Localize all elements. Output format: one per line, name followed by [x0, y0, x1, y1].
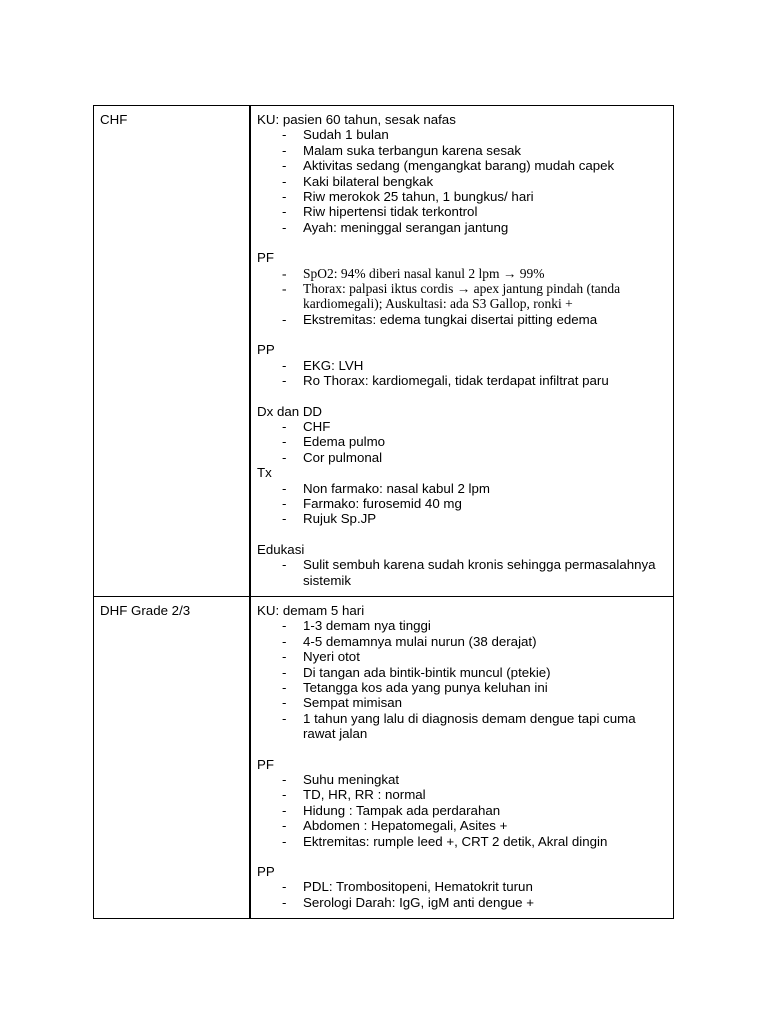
- section-heading: PF: [257, 756, 274, 772]
- bullet-item: - 1-3 demam nya tinggi: [282, 618, 667, 633]
- case-label: CHF: [100, 112, 128, 127]
- note-section: [257, 404, 667, 466]
- note-section: [257, 342, 667, 388]
- bullet-item: - Ayah: meninggal serangan jantung: [282, 220, 667, 235]
- bullet-item: - 1 tahun yang lalu di diagnosis demam dengue tapi cuma rawat jalan: [282, 711, 667, 742]
- section-heading: KU: pasien 60 tahun, sesak nafas: [257, 112, 456, 127]
- bullet-item: - Nyeri otot: [282, 649, 667, 664]
- bullet-list: [257, 419, 667, 465]
- case-label-cell: [94, 106, 251, 597]
- bullet-item: - Riw hipertensi tidak terkontrol: [282, 204, 667, 219]
- bullet-item: - Edema pulmo: [282, 434, 667, 449]
- case-content-cell: [250, 596, 674, 918]
- case-row: [94, 596, 674, 918]
- bullet-item: - Thorax: palpasi iktus cordis → apex jantung pindah (tanda kardiomegali); Auskultasi: ada S3 Gallop, ronki +: [282, 281, 667, 312]
- case-row: [94, 106, 674, 597]
- bullet-list: [257, 618, 667, 741]
- bullet-item: - EKG: LVH: [282, 358, 667, 373]
- clinical-notes-table: [93, 105, 674, 919]
- bullet-item: - Non farmako: nasal kabul 2 lpm: [282, 481, 667, 496]
- section-heading: PF: [257, 250, 274, 266]
- section-heading: Edukasi: [257, 541, 305, 557]
- bullet-item: - SpO2: 94% diberi nasal kanul 2 lpm → 99%: [282, 266, 667, 281]
- section-heading: Dx dan DD: [257, 403, 323, 419]
- bullet-list: [257, 557, 667, 588]
- bullet-item: - Cor pulmonal: [282, 450, 667, 465]
- note-section: [257, 542, 667, 588]
- bullet-item: - Sulit sembuh karena sudah kronis sehingga permasalahnya sistemik: [282, 557, 667, 588]
- bullet-item: - Serologi Darah: IgG, igM anti dengue +: [282, 895, 667, 910]
- bullet-item: - Tetangga kos ada yang punya keluhan ini: [282, 680, 667, 695]
- case-content-cell: [250, 106, 674, 597]
- section-heading: PP: [257, 864, 275, 880]
- bullet-list: [257, 127, 667, 235]
- notes-table-body: [94, 106, 674, 919]
- bullet-list: [257, 879, 667, 910]
- bullet-item: - Kaki bilateral bengkak: [282, 174, 667, 189]
- bullet-item: - Malam suka terbangun karena sesak: [282, 143, 667, 158]
- bullet-item: - TD, HR, RR : normal: [282, 787, 667, 802]
- section-heading: Tx: [257, 465, 272, 481]
- bullet-item: - Ekstremitas: edema tungkai disertai pitting edema: [282, 312, 667, 327]
- bullet-item: - Rujuk Sp.JP: [282, 511, 667, 526]
- bullet-item: - CHF: [282, 419, 667, 434]
- bullet-item: - Riw merokok 25 tahun, 1 bungkus/ hari: [282, 189, 667, 204]
- bullet-list: [257, 481, 667, 527]
- bullet-item: - Ektremitas: rumple leed +, CRT 2 detik, Akral dingin: [282, 834, 667, 849]
- bullet-list: [257, 772, 667, 849]
- note-section: [257, 757, 667, 849]
- bullet-item: - Sudah 1 bulan: [282, 127, 667, 142]
- section-heading: PP: [257, 342, 275, 358]
- bullet-item: - Hidung : Tampak ada perdarahan: [282, 803, 667, 818]
- bullet-item: - Abdomen : Hepatomegali, Asites +: [282, 818, 667, 833]
- bullet-item: - Sempat mimisan: [282, 695, 667, 710]
- case-label: DHF Grade 2/3: [100, 602, 191, 618]
- bullet-item: - Farmako: furosemid 40 mg: [282, 496, 667, 511]
- note-section: [257, 465, 667, 527]
- note-section: [257, 250, 667, 327]
- bullet-item: - PDL: Trombositopeni, Hematokrit turun: [282, 879, 667, 894]
- bullet-item: - Suhu meningkat: [282, 772, 667, 787]
- case-label-cell: [94, 596, 251, 918]
- bullet-list: [257, 266, 667, 328]
- section-heading: KU: demam 5 hari: [257, 602, 365, 618]
- bullet-item: - 4-5 demamnya mulai nurun (38 derajat): [282, 634, 667, 649]
- bullet-list: [257, 358, 667, 389]
- note-section: [257, 864, 667, 910]
- note-section: [257, 603, 667, 742]
- bullet-item: - Ro Thorax: kardiomegali, tidak terdapat infiltrat paru: [282, 373, 667, 388]
- bullet-item: - Aktivitas sedang (mengangkat barang) mudah capek: [282, 158, 667, 173]
- note-section: [257, 112, 667, 235]
- bullet-item: - Di tangan ada bintik-bintik muncul (ptekie): [282, 665, 667, 680]
